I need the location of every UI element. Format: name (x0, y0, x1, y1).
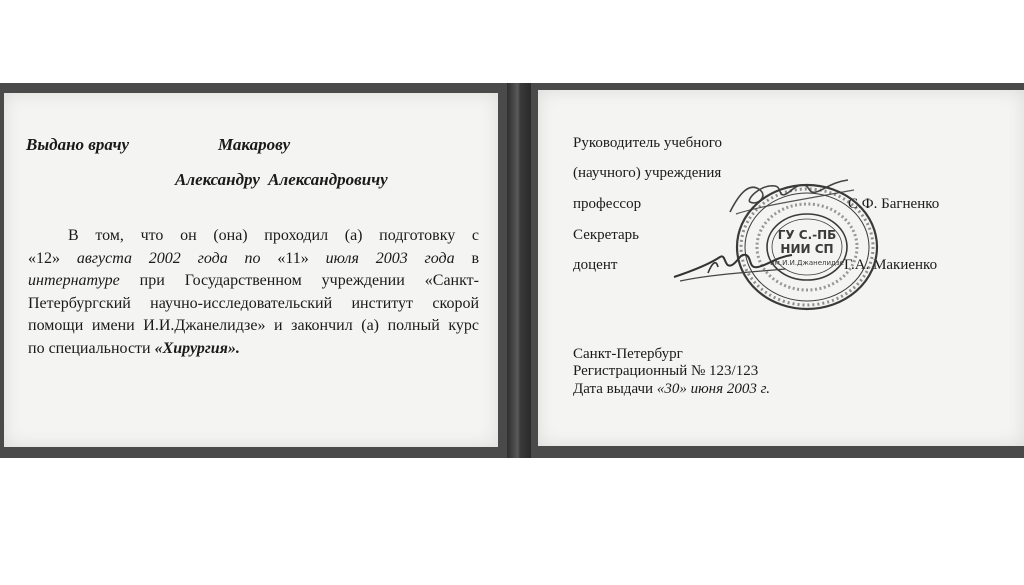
body-line-4: Петербургский научно-исследовательский институт скорой (28, 294, 479, 312)
issue-city: Санкт-Петербург (573, 346, 683, 362)
head-label-line-1: Руководитель учебного (573, 135, 723, 151)
head-label-line-2: (научного) учреждения (573, 165, 722, 181)
specialty: «Хирургия». (154, 339, 240, 357)
issue-date: Дата выдачи «30» июня 2003 г. (573, 381, 770, 397)
body-line-1: В том, что он (она) проходил (а) подготовку с (68, 227, 479, 244)
body-line-3: интернатуре при Государственном учреждении «Санкт- (28, 272, 479, 290)
body-line-5: помощи имени И.И.Джанелидзе» и закончил (а) полный курс (28, 317, 479, 335)
registration-number: Регистрационный № 123/123 (573, 363, 759, 379)
recipient-name: Александру Александровичу (175, 170, 388, 189)
issued-label: Выдано врачу (26, 135, 130, 154)
head-name: С.Ф. Багненко (848, 196, 940, 212)
certificate-body (28, 225, 479, 361)
secretary-signature-icon (668, 243, 798, 288)
head-title: профессор (573, 196, 642, 212)
body-line-2: «12» августа 2002 года по «11» июля 2003 года в (28, 249, 480, 267)
seal-text-line-1: ГУ С.-ПБ (777, 228, 837, 242)
left-page (4, 93, 498, 447)
recipient-surname: Макарову (218, 135, 291, 154)
secretary-label: Секретарь (573, 227, 640, 243)
secretary-title: доцент (573, 257, 618, 273)
body-line-6: по специальности «Хирургия». (28, 339, 240, 357)
seal-text-line-3: им.И.И.Джанелидзе (770, 259, 844, 267)
seal-text-line-2: НИИ СП (780, 242, 834, 256)
secretary-name: Г.А. Макиенко (844, 257, 938, 273)
